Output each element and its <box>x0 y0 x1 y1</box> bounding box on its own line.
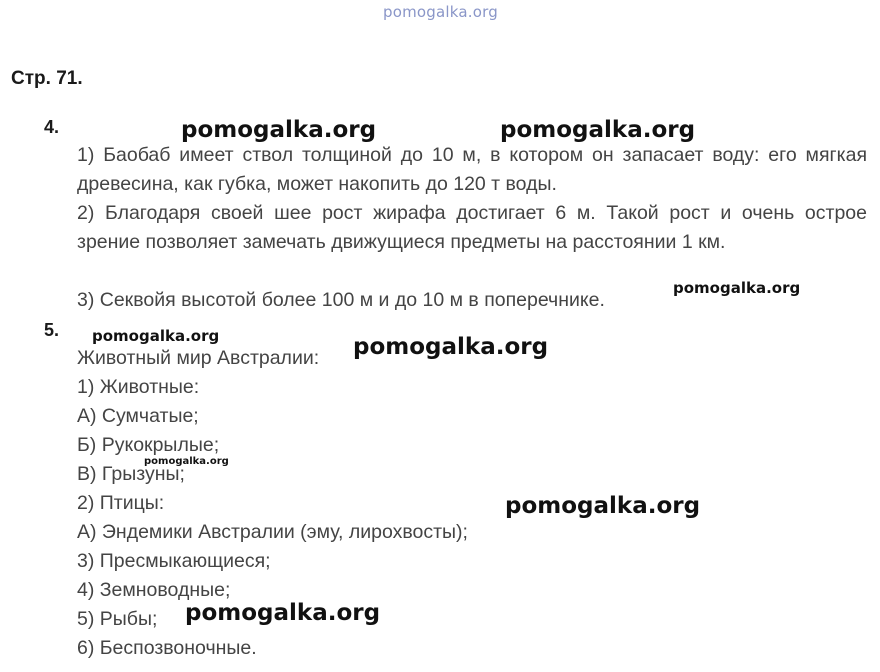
task-5-line: В) Грызуны; <box>77 463 185 485</box>
watermark: pomogalka.org <box>353 334 549 360</box>
header-watermark: pomogalka.org <box>383 3 498 21</box>
watermark: pomogalka.org <box>505 493 701 519</box>
watermark: pomogalka.org <box>92 327 220 345</box>
task-5-heading: Животный мир Австралии: <box>77 347 320 369</box>
watermark: pomogalka.org <box>185 600 381 626</box>
watermark: pomogalka.org <box>500 117 696 143</box>
task-4-item-2: 2) Благодаря своей шее рост жирафа достигает 6 м. Такой рост и очень острое зрение позволяет замечать движущиеся предметы на расстоянии 1 км. <box>77 202 867 253</box>
task-4-item-1: 1) Баобаб имеет ствол толщиной до 10 м, в котором он запасает воду: его мягкая древесина, как губка, может накопить до 120 т воды. <box>77 144 867 195</box>
task-5-line: А) Сумчатые; <box>77 405 199 427</box>
task-5-line: Б) Рукокрылые; <box>77 434 220 456</box>
task-5-line: 3) Пресмыкающиеся; <box>77 550 271 572</box>
task-5-number: 5. <box>44 320 60 340</box>
task-5-line: 4) Земноводные; <box>77 579 231 601</box>
task-5-line: А) Эндемики Австралии (эму, лирохвосты); <box>77 521 468 543</box>
watermark: pomogalka.org <box>144 456 229 467</box>
task-4-item-3: 3) Секвойя высотой более 100 м и до 10 м в поперечнике. <box>77 289 605 311</box>
task-4-number: 4. <box>44 117 60 137</box>
watermark: pomogalka.org <box>673 279 801 297</box>
task-5-line: 2) Птицы: <box>77 492 165 514</box>
task-5-line: 6) Беспозвоночные. <box>77 637 257 659</box>
task-5-line: 1) Животные: <box>77 376 200 398</box>
watermark: pomogalka.org <box>181 117 377 143</box>
page-reference: Стр. 71. <box>11 68 83 89</box>
task-5-line: 5) Рыбы; <box>77 608 158 630</box>
